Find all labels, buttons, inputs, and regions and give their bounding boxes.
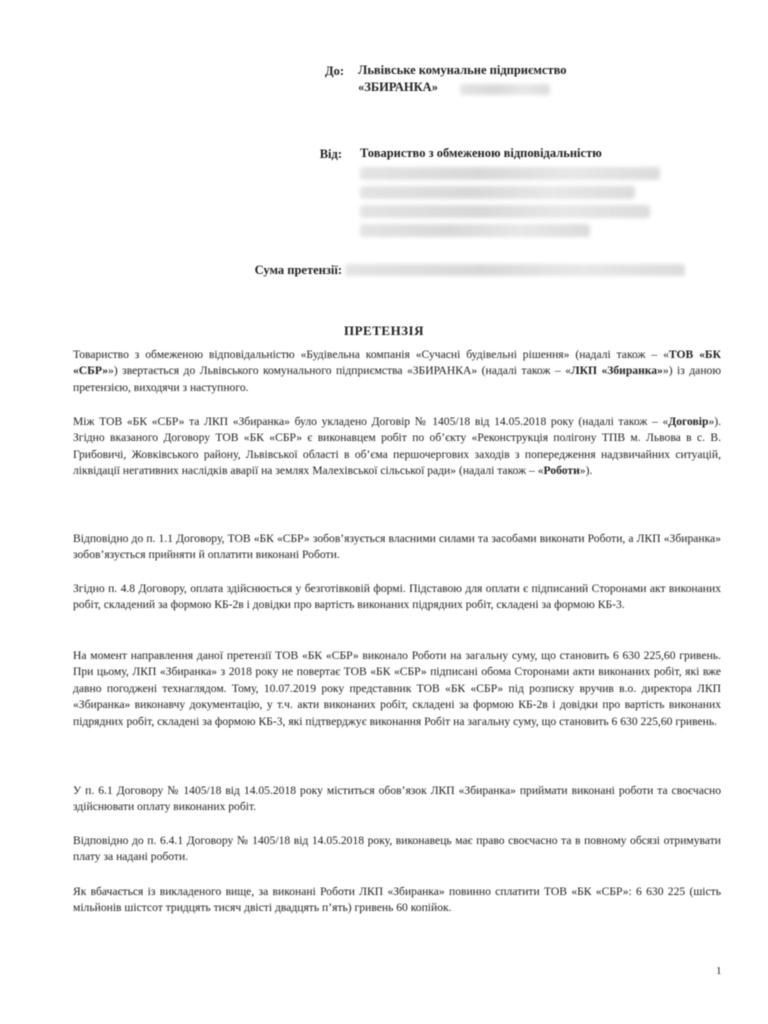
paragraph-text: »). (579, 464, 593, 478)
paragraph-text: ») звертається до Львівського комунального підприємства «ЗБИРАНКА» (надалі також – « (108, 364, 571, 378)
from-label: Від: (319, 147, 342, 161)
bold-term: ТОВ «БК «СБР» (73, 348, 721, 378)
recipient-line-1: Львівське комунальне підприємство (358, 63, 567, 77)
redaction-mark (345, 264, 685, 276)
redaction-mark (360, 186, 635, 199)
claim-sum-label: Сума претензії: (254, 263, 342, 277)
redaction-mark (360, 167, 660, 180)
paragraph-3: Відповідно до п. 1.1 Договору, ТОВ «БК «СБР» зобов’язується власними силами та засобами виконати Роботи, а ЛКП «Збиранка» зобов’язується прийняти й оплатити виконані Роботи. (73, 532, 721, 562)
to-label: До: (324, 64, 344, 78)
redaction-mark (360, 224, 590, 237)
paragraph-text: ») із даною претензією, виходячи з наступного. (73, 364, 721, 394)
bold-term: Роботи (543, 464, 580, 478)
redaction-mark (460, 84, 550, 95)
paragraph-7: Відповідно до п. 6.4.1 Договору № 1405/18 від 14.05.2018 року, виконавець має право своєчасно та в повному обсязі отримувати плату за надані роботи. (73, 834, 721, 864)
recipient-line-2: «ЗБИРАНКА» (358, 80, 438, 94)
paragraph-5: На момент направлення даної претензії ТОВ «БК «СБР» виконало Роботи на загальну суму, що становить 6 630 225,60 гривень. При цьому, ЛКП «Збиранка» з 2018 року не повертає ТОВ «БК «СБР» підписані обома Сторонами акти виконаних робіт, які вже давно погоджені технаглядом. Тому, 10.07.2019 року представник ТОВ «БК «СБР» під розписку вручив в.о. директора ЛКП «Збиранка» виконавчу документацію, у т.ч. акти виконаних робіт, складені за формою КБ-2в і довідки про вартість виконаних підрядних робіт, складені за формою КБ-3, які підтверджує виконання Робіт на загальну суму, що становить 6 630 225,60 гривень. (73, 649, 721, 728)
sender-line-1: Товариство з обмеженою відповідальністю (360, 146, 602, 160)
paragraph-8: Як вбачається із викладеного вище, за виконані Роботи ЛКП «Збиранка» повинно сплатити ТОВ «БК «СБР»: 6 630 225 (шість мільйонів шістсот тридцять тисяч двісті двадцять п’ять) гривень 60 копійок. (73, 885, 721, 915)
paragraph-text: Між ТОВ «БК «СБР» та ЛКП «Збиранка» було укладено Договір № 1405/18 від 14.05.2018 року (надалі також – « (73, 415, 669, 428)
paragraph-4: Згідно п. 4.8 Договору, оплата здійснюється у безготівковій формі. Підставою для оплати є підписаний Сторонами акт виконаних робіт, складений за формою КБ-2в і довідки про вартість виконаних підрядних робіт, складені за формою КБ-3. (73, 582, 721, 612)
bold-term: Договір (668, 415, 709, 428)
paragraph-6: У п. 6.1 Договору № 1405/18 від 14.05.2018 року міститься обов’язок ЛКП «Збиранка» приймати виконані роботи та своєчасно здійснювати оплату виконаних робіт. (73, 784, 721, 814)
paragraph-text: Товариство з обмеженою відповідальністю «Будівельна компанія «Сучасні будівельні рішення» (надалі також – « (73, 348, 669, 361)
paragraph-2 (73, 414, 721, 480)
paragraph-text: »). Згідно вказаного Договору ТОВ «БК «СБР» є виконавцем робіт по об’єкту «Реконструкція полігону ТПВ м. Львова в с. В. Грибовичі, Жовківського району, Львівської області в об’єма першочергових заходів з попередження надзвичайних ситуацій, ліквідації негативних наслідків аварії на землях Малехівської сільської ради» (надалі також – « (73, 415, 721, 478)
bold-term: ЛКП «Збиранка» (570, 364, 663, 378)
redaction-mark (360, 205, 650, 218)
paragraph-1 (73, 347, 721, 396)
page-number: 1 (716, 965, 722, 977)
document-title: ПРЕТЕНЗІЯ (344, 323, 424, 338)
